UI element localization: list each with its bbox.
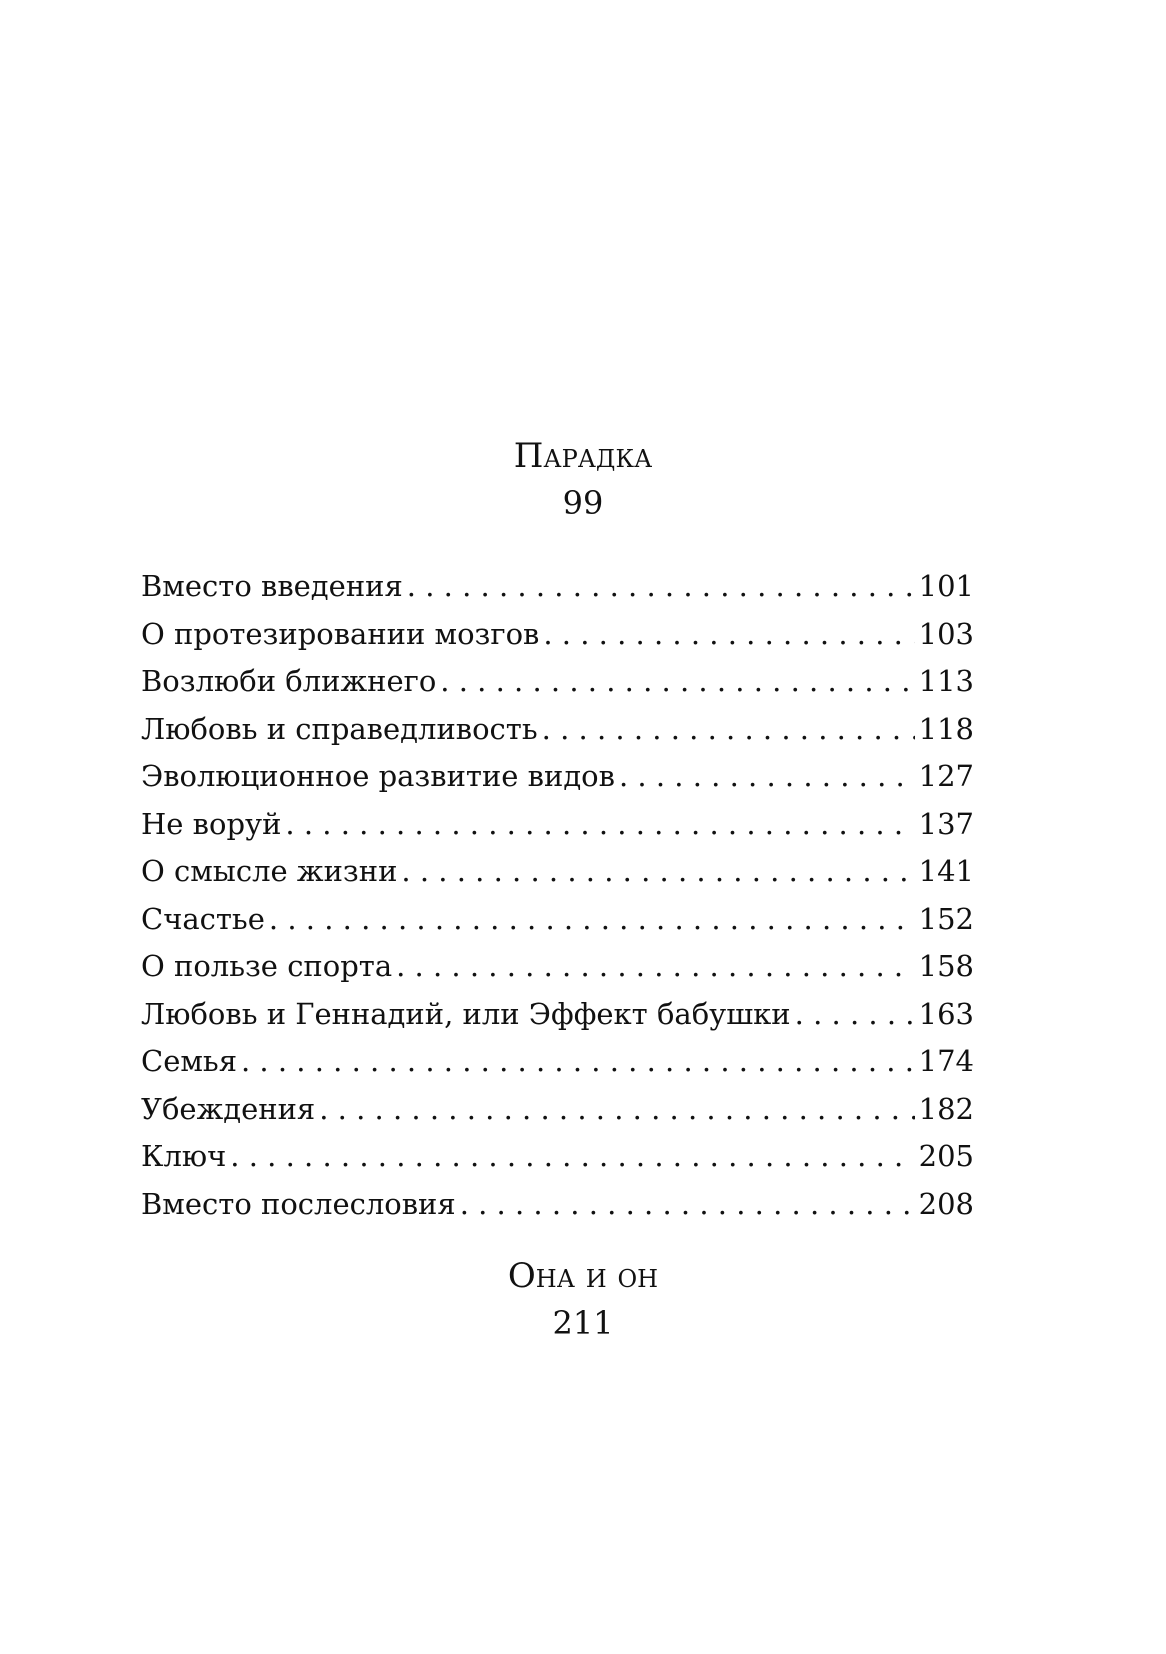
toc-entry-page: 182 <box>918 1091 974 1126</box>
toc-entry-page: 137 <box>918 806 974 841</box>
toc-entry-page: 127 <box>918 759 974 793</box>
toc-entry-page: 103 <box>918 616 974 651</box>
dot-leader <box>269 900 915 938</box>
toc-entry[interactable] <box>141 1042 974 1090</box>
toc-entry[interactable] <box>141 852 974 900</box>
toc-entry-page: 113 <box>918 664 974 698</box>
toc-entry-title: Любовь и справедливость <box>141 711 538 746</box>
toc-entry-title: Вместо послесловия <box>141 1186 456 1221</box>
toc-entry-title: Убеждения <box>141 1091 316 1126</box>
toc-entry[interactable] <box>141 805 974 853</box>
dot-leader <box>440 662 914 700</box>
section-page-number: 211 <box>552 1304 614 1342</box>
toc-entry-page: 158 <box>918 949 974 983</box>
toc-entry[interactable] <box>141 567 974 615</box>
toc-entry-title: Не воруй <box>141 806 282 841</box>
toc-entry-title: О пользе спорта <box>141 949 393 983</box>
toc-entry[interactable] <box>141 900 974 948</box>
toc-entry-page: 141 <box>918 854 974 888</box>
table-of-contents <box>141 567 974 1232</box>
dot-leader <box>285 805 914 843</box>
dot-leader <box>795 995 915 1033</box>
toc-entry-page: 174 <box>918 1044 974 1078</box>
toc-entry-title: Возлюби ближнего <box>141 664 437 698</box>
toc-entry-title: Любовь и Геннадий, или Эффект бабушки <box>141 996 791 1031</box>
dot-leader <box>401 852 914 890</box>
dot-leader <box>460 1185 915 1223</box>
dot-leader <box>542 710 915 748</box>
toc-entry[interactable] <box>141 615 974 663</box>
dot-leader <box>319 1090 914 1128</box>
toc-entry[interactable] <box>141 757 974 805</box>
toc-entry-title: Счастье <box>141 901 265 936</box>
dot-leader <box>543 615 914 653</box>
toc-entry-page: 101 <box>918 569 974 603</box>
toc-entry-page: 205 <box>918 1139 974 1173</box>
dot-leader <box>241 1042 915 1080</box>
dot-leader <box>396 947 915 985</box>
section-title: Она и он <box>507 1256 659 1296</box>
toc-entry[interactable] <box>141 1090 974 1138</box>
toc-entry-page: 152 <box>918 901 974 936</box>
toc-entry[interactable] <box>141 1185 974 1233</box>
toc-entry[interactable] <box>141 995 974 1043</box>
toc-entry[interactable] <box>141 947 974 995</box>
toc-entry-page: 208 <box>918 1186 974 1221</box>
toc-entry-title: О протезировании мозгов <box>141 616 540 651</box>
toc-entry-page: 118 <box>918 711 974 746</box>
toc-entry[interactable] <box>141 662 974 710</box>
toc-entry-title: Эволюционное развитие видов <box>141 759 615 793</box>
section-page-number: 99 <box>562 484 604 522</box>
toc-entry-title: Семья <box>141 1044 237 1078</box>
toc-entry-title: О смысле жизни <box>141 854 398 888</box>
section-title: Парадка <box>513 436 653 476</box>
toc-entry-page: 163 <box>918 996 974 1031</box>
toc-entry-title: Вместо введения <box>141 569 403 603</box>
dot-leader <box>619 757 915 795</box>
dot-leader <box>407 567 915 605</box>
toc-entry[interactable] <box>141 1137 974 1185</box>
toc-entry[interactable] <box>141 710 974 758</box>
toc-entry-title: Ключ <box>141 1139 227 1173</box>
dot-leader <box>230 1137 914 1175</box>
